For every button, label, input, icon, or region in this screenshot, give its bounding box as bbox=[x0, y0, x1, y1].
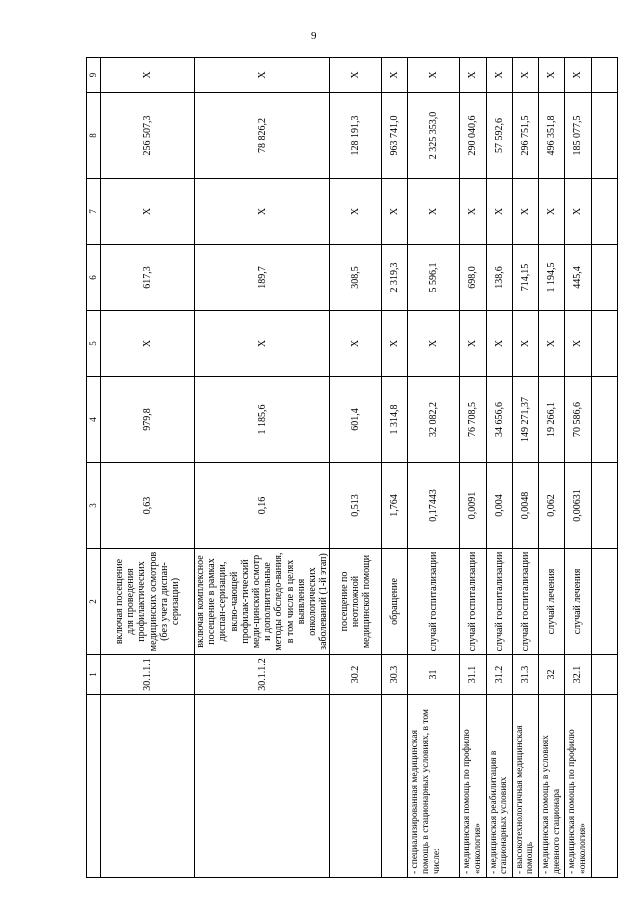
cell-col8: 185 077,5 bbox=[565, 93, 591, 179]
cell-col4: 1 314,8 bbox=[382, 377, 408, 463]
cell-col7: X bbox=[512, 179, 538, 245]
header-cell: 4 bbox=[87, 377, 101, 463]
header-cell: 5 bbox=[87, 311, 101, 377]
cell-col7: X bbox=[330, 179, 382, 245]
cell-col4: 76 708,5 bbox=[460, 377, 486, 463]
cell-col3: 0,17443 bbox=[408, 463, 460, 549]
cell-col8: 57 592,6 bbox=[486, 93, 512, 179]
cell-col7: X bbox=[539, 179, 565, 245]
header-cell: 6 bbox=[87, 245, 101, 311]
cell-col9: X bbox=[195, 58, 330, 93]
table-row bbox=[382, 58, 408, 878]
cell-col9: X bbox=[101, 58, 195, 93]
row-code: 31.3 bbox=[512, 655, 538, 695]
row-unit: обращение bbox=[382, 549, 408, 655]
row-code: 30.1.1.1 bbox=[101, 655, 195, 695]
header-cell: 2 bbox=[87, 549, 101, 655]
cell-col7: X bbox=[101, 179, 195, 245]
header-cell: 8 bbox=[87, 93, 101, 179]
page-number: 9 bbox=[311, 30, 317, 42]
empty-cell bbox=[591, 549, 617, 655]
row-code: 32 bbox=[539, 655, 565, 695]
cell-col9: X bbox=[460, 58, 486, 93]
row-code: 30.2 bbox=[330, 655, 382, 695]
row-code: 31.2 bbox=[486, 655, 512, 695]
cell-col5: X bbox=[565, 311, 591, 377]
cell-col6: 138,6 bbox=[486, 245, 512, 311]
header-cell: 1 bbox=[87, 655, 101, 695]
cell-col6: 189,7 bbox=[195, 245, 330, 311]
empty-cell bbox=[591, 377, 617, 463]
cell-col5: X bbox=[460, 311, 486, 377]
empty-cell bbox=[591, 245, 617, 311]
row-code: 32.1 bbox=[565, 655, 591, 695]
cell-col4: 32 082,2 bbox=[408, 377, 460, 463]
cell-col4: 601,4 bbox=[330, 377, 382, 463]
row-label: - медицинская помощь в условиях дневного стационара bbox=[539, 695, 565, 878]
cell-col5: X bbox=[195, 311, 330, 377]
cell-col9: X bbox=[512, 58, 538, 93]
cell-col5: X bbox=[539, 311, 565, 377]
cell-col7: X bbox=[382, 179, 408, 245]
row-label: - специализированная медицинская помощь в стационарных условиях, в том числе: bbox=[408, 695, 460, 878]
cell-col3: 0,062 bbox=[539, 463, 565, 549]
cell-col3: 1,764 bbox=[382, 463, 408, 549]
table-row bbox=[486, 58, 512, 878]
row-unit: случай лечения bbox=[565, 549, 591, 655]
cell-col4: 70 586,6 bbox=[565, 377, 591, 463]
cell-col9: X bbox=[382, 58, 408, 93]
cell-col6: 698,0 bbox=[460, 245, 486, 311]
cell-col9: X bbox=[330, 58, 382, 93]
cell-col6: 308,5 bbox=[330, 245, 382, 311]
table-row bbox=[195, 58, 330, 878]
row-label bbox=[330, 695, 382, 878]
cell-col3: 0,0048 bbox=[512, 463, 538, 549]
cell-col5: X bbox=[408, 311, 460, 377]
row-unit: случай госпитализации bbox=[512, 549, 538, 655]
table-row bbox=[539, 58, 565, 878]
row-unit: включая комплексное посещение в рамках диспан-серизации, вклю-чающей профилак-тический меди-цинский осмотр и дополнительные методы обследо-вания, в том числе в целях выявления онкологических заболеваний (1-й этап) bbox=[195, 549, 330, 655]
cell-col3: 0,513 bbox=[330, 463, 382, 549]
row-unit: посещение по неотложной медицинской помощи bbox=[330, 549, 382, 655]
row-unit: случай лечения bbox=[539, 549, 565, 655]
cell-col8: 78 826,2 bbox=[195, 93, 330, 179]
cell-col3: 0,004 bbox=[486, 463, 512, 549]
row-unit: включая посещение для проведения профилактических медицинских осмотров (без учета диспан-серизации) bbox=[101, 549, 195, 655]
row-code: 31 bbox=[408, 655, 460, 695]
cell-col7: X bbox=[486, 179, 512, 245]
table-row bbox=[512, 58, 538, 878]
cell-col9: X bbox=[539, 58, 565, 93]
cell-col3: 0,0091 bbox=[460, 463, 486, 549]
table-row bbox=[460, 58, 486, 878]
cell-col5: X bbox=[330, 311, 382, 377]
empty-cell bbox=[591, 93, 617, 179]
cell-col7: X bbox=[408, 179, 460, 245]
empty-cell bbox=[591, 463, 617, 549]
cell-col6: 2 319,3 bbox=[382, 245, 408, 311]
header-cell: 3 bbox=[87, 463, 101, 549]
table-row-empty bbox=[591, 58, 617, 878]
row-label bbox=[101, 695, 195, 878]
table-row bbox=[565, 58, 591, 878]
row-unit: случай госпитализации bbox=[460, 549, 486, 655]
row-label: - медицинская помощь по профилю «онкология» bbox=[565, 695, 591, 878]
header-cell: 7 bbox=[87, 179, 101, 245]
cell-col5: X bbox=[382, 311, 408, 377]
cell-col6: 1 194,5 bbox=[539, 245, 565, 311]
cell-col3: 0,00631 bbox=[565, 463, 591, 549]
cell-col9: X bbox=[486, 58, 512, 93]
empty-cell bbox=[591, 695, 617, 878]
cell-col5: X bbox=[101, 311, 195, 377]
rotated-table-container bbox=[86, 58, 602, 878]
header-blank-cell bbox=[87, 695, 101, 878]
cell-col4: 1 185,6 bbox=[195, 377, 330, 463]
header-row bbox=[87, 58, 101, 878]
cell-col8: 128 191,3 bbox=[330, 93, 382, 179]
cell-col3: 0,63 bbox=[101, 463, 195, 549]
row-unit: случай госпитализации bbox=[486, 549, 512, 655]
table-row bbox=[101, 58, 195, 878]
cell-col8: 496 351,8 bbox=[539, 93, 565, 179]
cell-col7: X bbox=[195, 179, 330, 245]
row-label: - высокотехнологичная медицинская помощь bbox=[512, 695, 538, 878]
cell-col8: 256 507,3 bbox=[101, 93, 195, 179]
cell-col6: 714,15 bbox=[512, 245, 538, 311]
empty-cell bbox=[591, 179, 617, 245]
cell-col4: 19 266,1 bbox=[539, 377, 565, 463]
header-cell: 9 bbox=[87, 58, 101, 93]
cell-col6: 5 596,1 bbox=[408, 245, 460, 311]
table-row bbox=[408, 58, 460, 878]
cell-col6: 617,3 bbox=[101, 245, 195, 311]
norms-table bbox=[86, 57, 618, 878]
row-label bbox=[382, 695, 408, 878]
cell-col7: X bbox=[565, 179, 591, 245]
cell-col4: 149 271,37 bbox=[512, 377, 538, 463]
cell-col8: 2 325 353,0 bbox=[408, 93, 460, 179]
cell-col6: 445,4 bbox=[565, 245, 591, 311]
cell-col9: X bbox=[565, 58, 591, 93]
cell-col5: X bbox=[486, 311, 512, 377]
rotated-table bbox=[86, 58, 602, 878]
row-code: 30.3 bbox=[382, 655, 408, 695]
cell-col4: 34 656,6 bbox=[486, 377, 512, 463]
row-code: 30.1.1.2 bbox=[195, 655, 330, 695]
row-label: - медицинская помощь по профилю «онкология» bbox=[460, 695, 486, 878]
cell-col4: 979,8 bbox=[101, 377, 195, 463]
cell-col5: X bbox=[512, 311, 538, 377]
empty-cell bbox=[591, 311, 617, 377]
empty-cell bbox=[591, 58, 617, 93]
cell-col8: 963 741,0 bbox=[382, 93, 408, 179]
row-unit: случай госпитализации bbox=[408, 549, 460, 655]
cell-col9: X bbox=[408, 58, 460, 93]
empty-cell bbox=[591, 655, 617, 695]
cell-col8: 296 751,5 bbox=[512, 93, 538, 179]
cell-col3: 0,16 bbox=[195, 463, 330, 549]
row-label: - медицинская реабилитация в стационарных условиях bbox=[486, 695, 512, 878]
row-code: 31.1 bbox=[460, 655, 486, 695]
cell-col8: 290 040,6 bbox=[460, 93, 486, 179]
table-row bbox=[330, 58, 382, 878]
row-label bbox=[195, 695, 330, 878]
cell-col7: X bbox=[460, 179, 486, 245]
